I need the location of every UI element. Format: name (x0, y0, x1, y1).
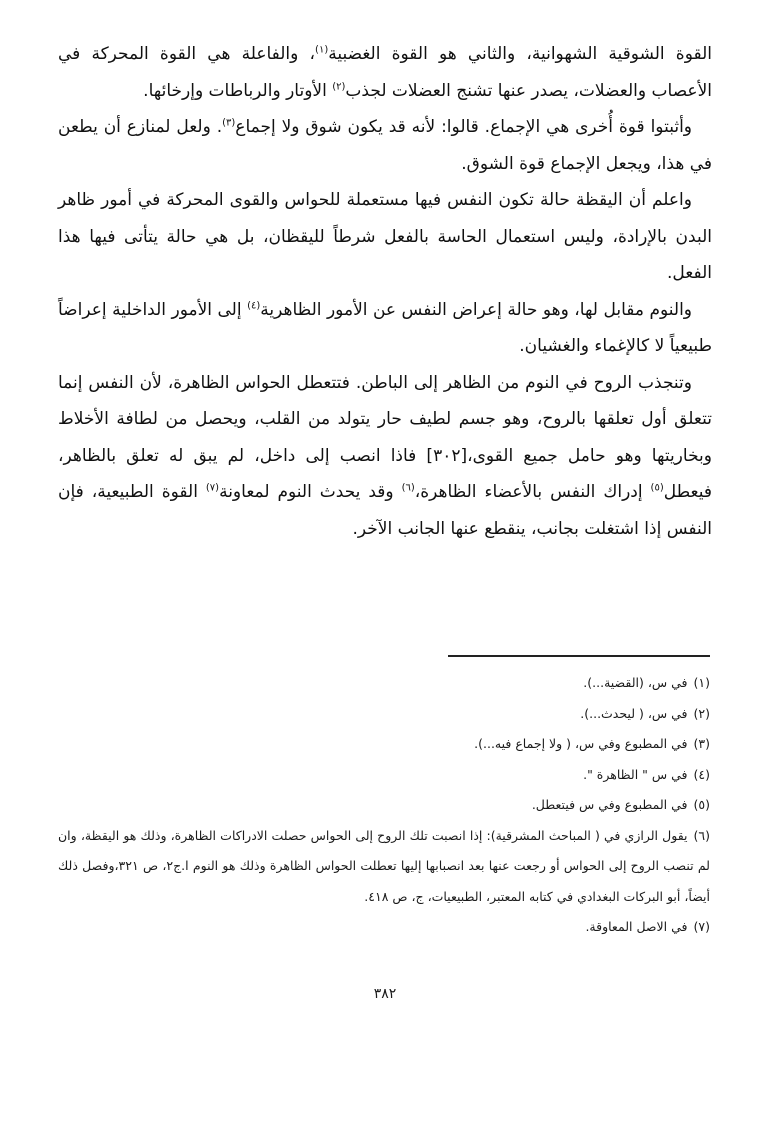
footnote-marker-1[interactable]: (١) (315, 44, 329, 56)
footnote-marker-3[interactable]: (٣) (222, 117, 236, 129)
footnote-divider (448, 655, 710, 657)
footnotes (58, 668, 710, 943)
footnote-2: (٢)في س، ( ليحدث...). (580, 705, 710, 721)
main-text (58, 36, 712, 547)
paragraph-4: والنوم مقابل لها، وهو حالة إعراض النفس عن الأمور الظاهرية$^{(٤)}$ إلى الأمور الداخلية إعراضاً طبيعياً لا كالإغماء والغشيان. (58, 299, 712, 356)
footnote-marker-6[interactable]: (٦) (401, 482, 415, 494)
footnote-3: (٣)في المطبوع وفي س، ( ولا إجماع فيه...). (474, 736, 710, 751)
footnote-marker-4[interactable]: (٤) (247, 299, 261, 311)
footnote-1: (١)في س، (القضية...). (583, 675, 710, 690)
footnote-6: (٦)يقول الرازي في ( المباحث المشرقية): إذا انصبت تلك الروح إلى الحواس حصلت الادراكات الظاهرة، وذلك هو اليقظة، وان لم تنصب الروح إلى الحواس أو رجعت عنها بعد انصبابها إليها تعطلت الحواس الظاهرة وذلك هو النوم ا.ج٢، ص ٣٢١،وفصل ذلك أيضاً، أبو البركات البغدادي في كتابه المعتبر، الطبيعيات، ج، ص ٤١٨. (58, 827, 710, 904)
footnote-marker-2[interactable]: (٢) (332, 80, 346, 92)
paragraph-2: وأثبتوا قوة أُخرى هي الإجماع. قالوا: لأنه قد يكون شوق ولا إجماع$^{(٣)}$. ولعل لمنازع أن يطعن في هذا، ويجعل الإجماع قوة الشوق. (58, 117, 712, 174)
page-number: ٣٨٢ (373, 986, 397, 1002)
paragraph-1: القوة الشوقية الشهوانية، والثاني هو القوة الغضبية$^{(١)}$، والفاعلة هي القوة المحركة في الأعصاب والعضلات، يصدر عنها تشنج العضلات لجذب$^{(٢)}$ الأوتار والرباطات وإرخائها. (58, 44, 712, 101)
paragraph-5: وتنجذب الروح في النوم من الظاهر إلى الباطن. فتتعطل الحواس الظاهرة، لأن النفس إنما تتعلق أول تعلقها بالروح، وهو جسم لطيف حار يتولد من القلب، ويحصل من لطافة الأخلاط وبخاريتها وهو حامل جميع القوى،[٣٠٢] فاذا انصب إلى داخل، لم يبق له تعلق بالظاهر، فيعطل$^{(٥)}$ إدراك النفس بالأعضاء الظاهرة،$^{(٦)}$ وقد يحدث النوم لمعاونة$^{(٧)}$ القوة الطبيعية، فإن النفس إذا اشتغلت بجانب، ينقطع عنها الجانب الآخر. (58, 372, 713, 539)
footnote-marker-5[interactable]: (٥) (650, 482, 664, 494)
paragraph-3: واعلم أن اليقظة حالة تكون النفس فيها مستعملة للحواس والقوى المحركة في أمور ظاهر البدن بالإرادة، وليس استعمال الحاسة بالفعل شرطاً لليقظان، بل هي حالة يتأتى فيها هذا الفعل. (58, 190, 712, 283)
footnote-marker-7[interactable]: (٧) (205, 482, 220, 494)
footnote-4: (٤)في س " الظاهرة ". (583, 766, 710, 782)
footnote-7: (٧)في الاصل المعاوقة. (585, 919, 710, 934)
footnote-5: (٥)في المطبوع وفي س فيتعطل. (531, 797, 710, 812)
